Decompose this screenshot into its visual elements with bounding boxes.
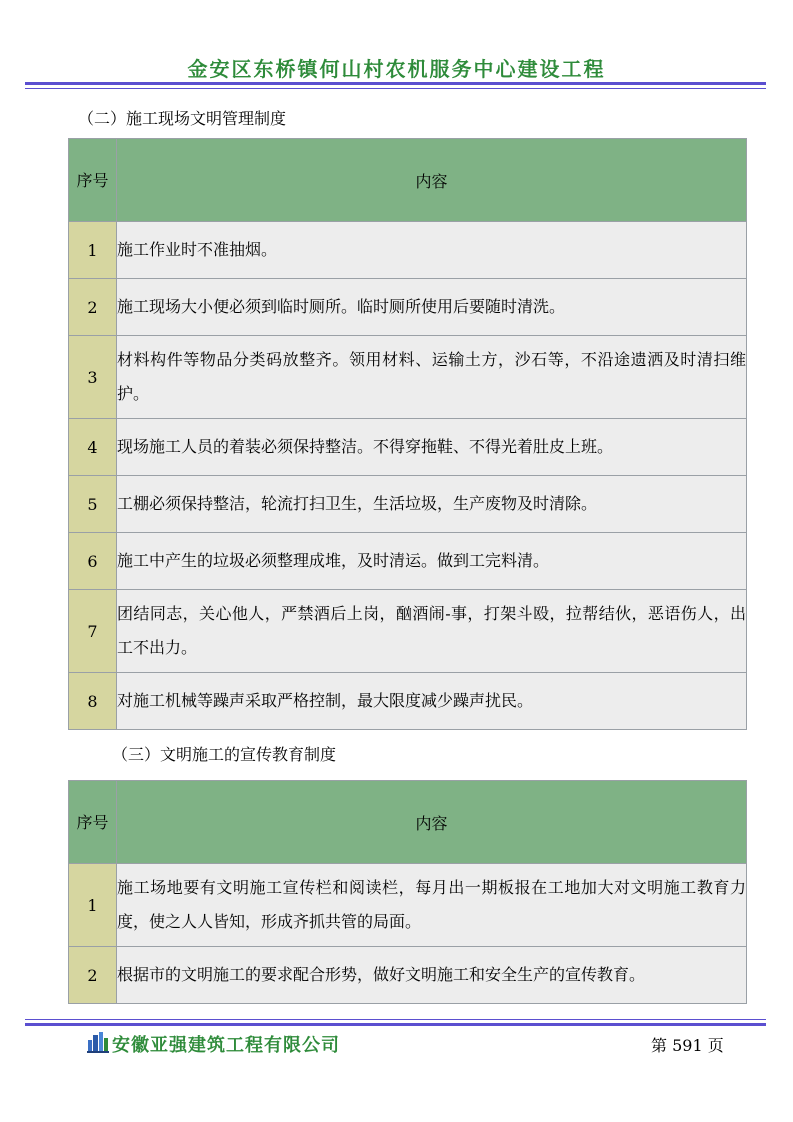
header-rule-thick [25, 82, 766, 85]
section-heading-3: （三）文明施工的宣传教育制度 [112, 745, 337, 764]
row-number: 2 [69, 947, 117, 1004]
table-header-row [69, 781, 747, 864]
column-header-content: 内容 [117, 781, 747, 864]
column-header-number: 序号 [69, 139, 117, 222]
row-content: 工棚必须保持整洁，轮流打扫卫生，生活垃圾，生产废物及时清除。 [117, 476, 747, 533]
education-rules-table [68, 780, 747, 1004]
row-number: 7 [69, 590, 117, 673]
section-heading-2: （二）施工现场文明管理制度 [78, 109, 287, 128]
row-number: 3 [69, 336, 117, 419]
header-rule-thin [25, 88, 766, 89]
row-content: 施工现场大小便必须到临时厕所。临时厕所使用后要随时清洗。 [117, 279, 747, 336]
column-header-content: 内容 [117, 139, 747, 222]
building-logo-icon [87, 1031, 109, 1053]
footer-rule-thin [25, 1019, 766, 1020]
table-row [69, 279, 747, 336]
column-header-number: 序号 [69, 781, 117, 864]
table-row [69, 864, 747, 947]
page-number: 第 591 页 [651, 1036, 724, 1055]
row-number: 1 [69, 864, 117, 947]
table-row [69, 419, 747, 476]
table-row [69, 533, 747, 590]
row-content: 对施工机械等躁声采取严格控制，最大限度减少躁声扰民。 [117, 673, 747, 730]
row-content: 团结同志，关心他人，严禁酒后上岗，酗酒闹-事，打架斗殴，拉帮结伙，恶语伤人，出工不出力。 [117, 590, 747, 673]
row-content: 材料构件等物品分类码放整齐。领用材料、运输土方，沙石等，不沿途遗洒及时清扫维护。 [117, 336, 747, 419]
table-row [69, 590, 747, 673]
table-row [69, 673, 747, 730]
row-content: 现场施工人员的着装必须保持整洁。不得穿拖鞋、不得光着肚皮上班。 [117, 419, 747, 476]
row-content: 施工中产生的垃圾必须整理成堆，及时清运。做到工完料清。 [117, 533, 747, 590]
table-header-row [69, 139, 747, 222]
row-number: 6 [69, 533, 117, 590]
row-number: 5 [69, 476, 117, 533]
footer-rule-thick [25, 1023, 766, 1026]
row-number: 4 [69, 419, 117, 476]
table-row [69, 947, 747, 1004]
row-number: 8 [69, 673, 117, 730]
document-header-title: 金安区东桥镇何山村农机服务中心建设工程 [187, 57, 606, 81]
row-content: 施工场地要有文明施工宣传栏和阅读栏，每月出一期板报在工地加大对文明施工教育力度，使之人人皆知，形成齐抓共管的局面。 [117, 864, 747, 947]
row-number: 1 [69, 222, 117, 279]
table-row [69, 222, 747, 279]
table-row [69, 336, 747, 419]
footer-company-name: 安徽亚强建筑工程有限公司 [112, 1035, 340, 1056]
management-rules-table [68, 138, 747, 730]
table-row [69, 476, 747, 533]
row-content: 根据市的文明施工的要求配合形势，做好文明施工和安全生产的宣传教育。 [117, 947, 747, 1004]
row-content: 施工作业时不准抽烟。 [117, 222, 747, 279]
row-number: 2 [69, 279, 117, 336]
